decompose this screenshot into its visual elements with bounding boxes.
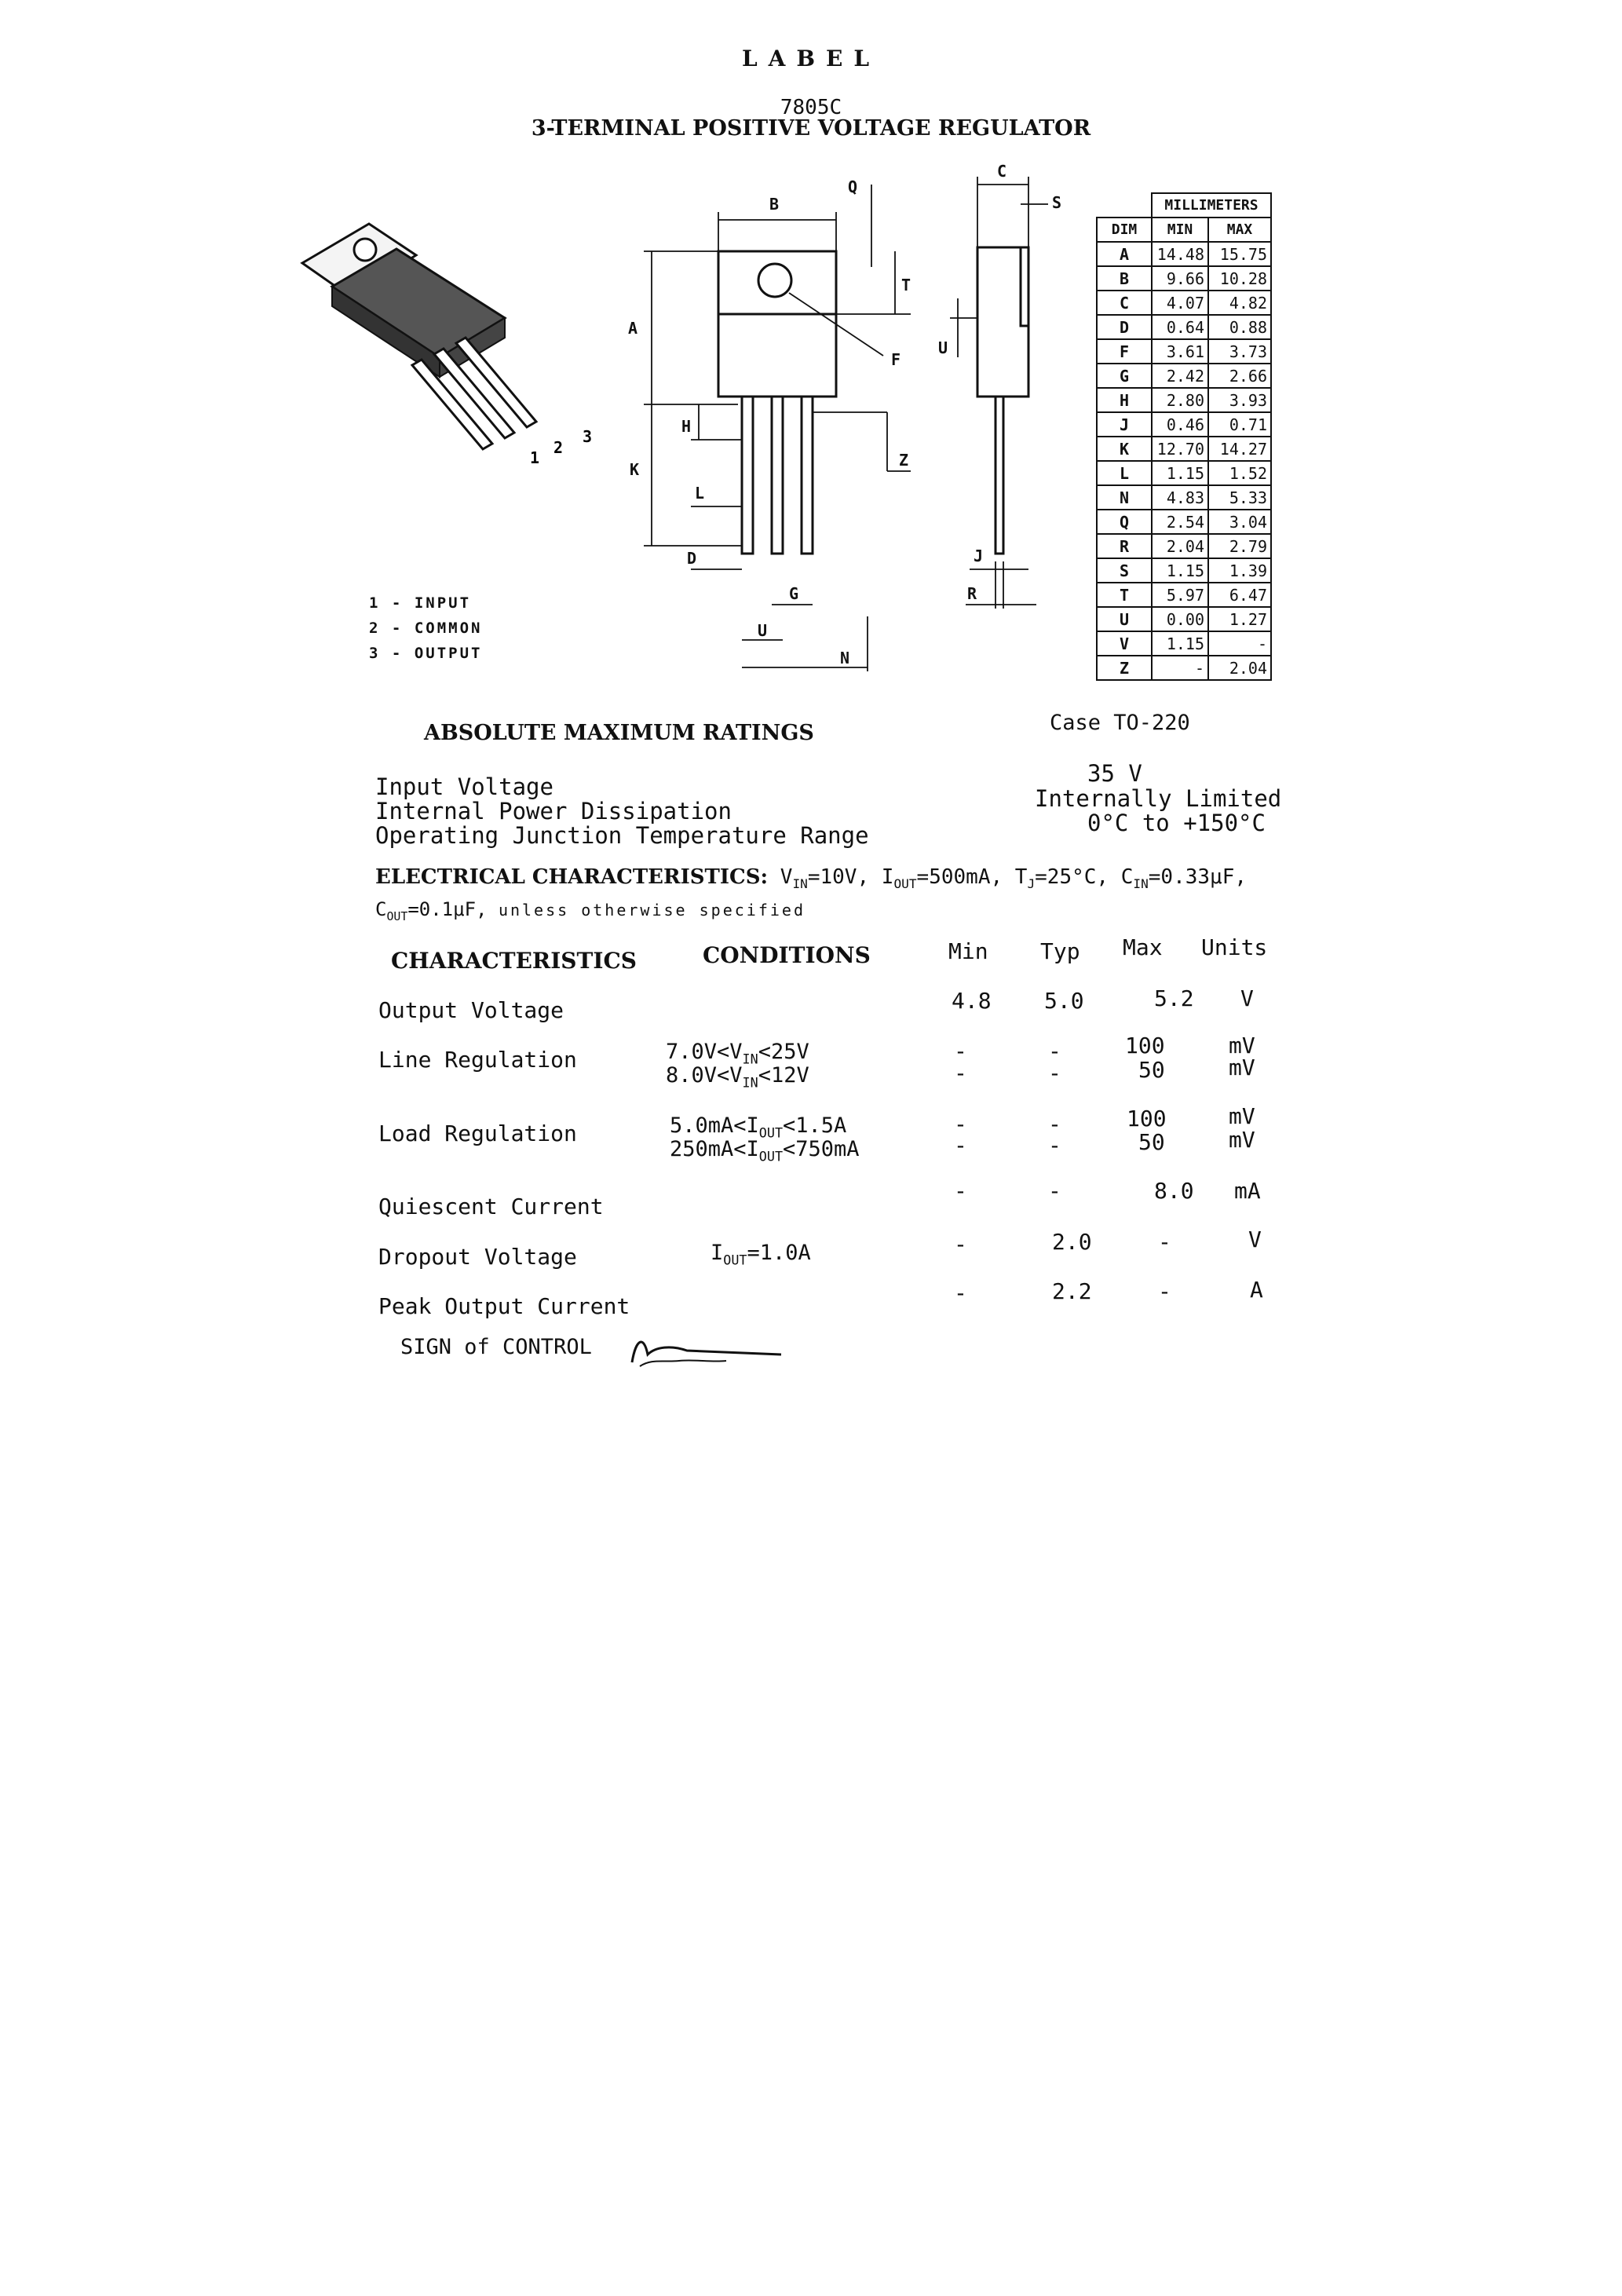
pin-num: 3 [369,645,381,662]
cond-cin-sub: IN [1133,876,1149,892]
max-cell: 2.04 [1208,656,1271,680]
dim-letter-a: A [628,319,638,338]
char-peak-output-current: Peak Output Current [378,1293,630,1319]
dim-letter-z: Z [899,451,909,470]
cond-vin-val: =10V, [807,865,870,889]
electrical-conditions-line1 [375,865,1247,891]
output-voltage-max: 5.2 [1154,985,1194,1011]
min-cell: 1.15 [1152,631,1208,656]
table-row [1097,291,1271,315]
rating-value-temp: 0°C to +150°C [1087,810,1266,836]
table-row [1097,534,1271,558]
load-reg-typ-1: - [1048,1111,1061,1137]
col-max: Max [1123,934,1163,960]
line-reg-max-2: 50 [1138,1057,1165,1083]
peak-min: - [954,1280,967,1306]
max-cell: 3.04 [1208,510,1271,534]
line-reg-unit-1: mV [1229,1033,1255,1058]
quiescent-max: 8.0 [1154,1178,1194,1204]
min-cell: 2.04 [1152,534,1208,558]
max-cell: 1.52 [1208,461,1271,485]
load-reg-min-2: - [954,1132,967,1158]
table-row [1097,485,1271,510]
table-row [1097,510,1271,534]
dim-cell: B [1097,266,1152,291]
load-reg-cond-2: $250mA<I_{OUT}<750mA$ [670,1137,860,1164]
max-cell: 6.47 [1208,583,1271,607]
abs-max-heading: ABSOLUTE MAXIMUM RATINGS [424,721,814,745]
dim-cell: R [1097,534,1152,558]
min-cell: 12.70 [1152,437,1208,461]
max-cell: 4.82 [1208,291,1271,315]
dropout-min: - [954,1231,967,1257]
min-cell: 9.66 [1152,266,1208,291]
table-row [1097,266,1271,291]
side-lead [995,397,1003,554]
max-cell: 10.28 [1208,266,1271,291]
dim-cell: H [1097,388,1152,412]
dim-letter-c: C [997,162,1007,181]
min-cell: 1.15 [1152,461,1208,485]
min-cell: 0.64 [1152,315,1208,339]
max-cell: 3.73 [1208,339,1271,364]
min-cell: 3.61 [1152,339,1208,364]
dim-cell: U [1097,607,1152,631]
max-cell: 2.66 [1208,364,1271,388]
rating-value-input-voltage: 35 V [1087,760,1142,787]
dim-letter-q: Q [848,177,858,196]
dim-letter-b: B [769,195,780,214]
dim-letter-r: R [967,584,977,603]
dim-letter-u: U [758,621,768,640]
control-signature [624,1331,789,1370]
dim-cell: S [1097,558,1152,583]
table-row [1097,412,1271,437]
pin-label-1: 1 [530,448,540,467]
pin-name: INPUT [414,594,472,612]
table-row [1097,583,1271,607]
pin-legend-1 [369,594,471,612]
dim-letter-j: J [974,547,984,565]
front-body [718,314,836,397]
max-cell: 5.33 [1208,485,1271,510]
dim-cell: Z [1097,656,1152,680]
load-reg-typ-2: - [1048,1132,1061,1158]
cond-cout-val: =0.1μF, [407,898,488,920]
dim-cell: T [1097,583,1152,607]
peak-max: - [1158,1278,1171,1304]
dim-letter-g: G [789,584,799,603]
pin-legend-3 [369,645,482,662]
table-corner [1097,193,1152,218]
table-row [1097,656,1271,680]
table-row [1097,315,1271,339]
line-reg-typ-1: - [1048,1038,1061,1064]
front-view-drawing [612,177,942,687]
dim-cell: N [1097,485,1152,510]
line-reg-min-2: - [954,1060,967,1086]
pin-sep: - [391,620,404,637]
rating-label-temp: Operating Junction Temperature Range [375,822,869,849]
sign-of-control-label: SIGN of CONTROL [400,1335,592,1359]
col-min-header: MIN [1152,218,1208,242]
min-cell: 2.54 [1152,510,1208,534]
cond-cout-sub: OUT [386,909,408,923]
package-3d-illustration [294,208,608,475]
pin-label-2: 2 [553,438,564,457]
dimensions-table [1096,192,1272,681]
part-number: 7805C [780,96,842,119]
table-row [1097,364,1271,388]
quiescent-unit: mA [1234,1178,1261,1204]
rating-label-input-voltage: Input Voltage [375,773,553,800]
output-voltage-typ: 5.0 [1044,988,1084,1014]
quiescent-min: - [954,1178,967,1204]
line-reg-max-1: 100 [1125,1033,1165,1058]
dim-letter-n: N [840,649,850,667]
col-typ: Typ [1040,938,1080,964]
min-cell: 0.00 [1152,607,1208,631]
char-dropout-voltage: Dropout Voltage [378,1244,577,1270]
max-cell: 1.27 [1208,607,1271,631]
cond-note: unless otherwise specified [498,901,806,919]
dim-cell: Q [1097,510,1152,534]
electrical-heading: ELECTRICAL CHARACTERISTICS: [375,865,769,889]
table-row [1097,242,1271,266]
max-cell: 1.39 [1208,558,1271,583]
min-cell: 4.83 [1152,485,1208,510]
load-reg-cond-1: $5.0mA<I_{OUT}<1.5A$ [670,1113,847,1141]
dim-cell: F [1097,339,1152,364]
max-cell: 14.27 [1208,437,1271,461]
max-cell: 2.79 [1208,534,1271,558]
max-cell: - [1208,631,1271,656]
char-line-regulation: Line Regulation [378,1047,577,1073]
dim-cell: K [1097,437,1152,461]
pin-sep: - [391,645,404,662]
doc-subtitle: 3-TERMINAL POSITIVE VOLTAGE REGULATOR [531,116,1091,141]
cond-iout-sub: OUT [893,876,917,892]
dropout-cond: $I_{OUT}=1.0A$ [711,1241,811,1268]
table-row [1097,607,1271,631]
cond-tj: T [1014,865,1028,889]
table-row [1097,437,1271,461]
table-row [1097,339,1271,364]
dim-letter-l: L [695,484,705,503]
side-tab [1021,247,1028,326]
front-tab [718,251,836,314]
table-row [1097,461,1271,485]
rating-label-power: Internal Power Dissipation [375,798,732,824]
min-cell: 2.80 [1152,388,1208,412]
cond-tj-sub: J [1027,876,1036,892]
electrical-conditions-line2 [375,898,806,923]
table-row [1097,388,1271,412]
pin-num: 2 [369,620,381,637]
front-lead-3 [802,397,813,554]
cond-cout: C [375,898,387,920]
cond-vin: V [780,865,793,889]
table-row [1097,558,1271,583]
pin-legend-2 [369,620,482,637]
quiescent-typ: - [1048,1178,1061,1204]
min-cell: 1.15 [1152,558,1208,583]
line-reg-typ-2: - [1048,1060,1061,1086]
load-reg-max-1: 100 [1127,1106,1167,1132]
load-reg-unit-1: mV [1229,1103,1255,1129]
min-cell: 4.07 [1152,291,1208,315]
dim-cell: C [1097,291,1152,315]
peak-unit: A [1250,1277,1263,1303]
load-reg-min-1: - [954,1111,967,1137]
max-cell: 0.71 [1208,412,1271,437]
pin-name: OUTPUT [414,645,483,662]
cond-tj-val: =25°C, [1035,865,1109,889]
cond-vin-sub: IN [792,876,808,892]
min-cell: 5.97 [1152,583,1208,607]
dim-letter-h: H [681,417,692,436]
line-reg-unit-2: mV [1229,1055,1255,1080]
mounting-hole [354,239,376,261]
dim-cell: G [1097,364,1152,388]
front-lead-2 [772,397,783,554]
col-units: Units [1201,934,1268,960]
min-cell: 14.48 [1152,242,1208,266]
side-view-drawing [934,161,1091,624]
cond-cin-val: =0.33μF, [1148,865,1248,889]
dim-letter-t: T [901,276,911,294]
col-max-header: MAX [1208,218,1271,242]
col-dim-header: DIM [1097,218,1152,242]
unit-header: MILLIMETERS [1152,193,1271,218]
max-cell: 3.93 [1208,388,1271,412]
output-voltage-min: 4.8 [952,988,992,1014]
line-reg-cond-2: $8.0V<V_{IN}<12V$ [666,1063,809,1091]
front-hole [758,264,791,297]
dim-letter-d: D [687,549,697,568]
char-load-regulation: Load Regulation [378,1121,577,1146]
pin-sep: - [391,594,404,612]
pin-name: COMMON [414,620,483,637]
case-label: Case TO-220 [1050,711,1190,735]
col-conditions: CONDITIONS [703,942,871,968]
line-reg-min-1: - [954,1038,967,1064]
front-lead-1 [742,397,753,554]
pin-label-3: 3 [583,427,593,446]
dim-letter-s: S [1052,193,1062,212]
min-cell: - [1152,656,1208,680]
load-reg-unit-2: mV [1229,1127,1255,1153]
dropout-max: - [1158,1229,1171,1255]
table-row [1097,631,1271,656]
col-characteristics: CHARACTERISTICS [391,948,637,974]
dim-letter-f: F [891,350,901,369]
dropout-typ: 2.0 [1052,1229,1092,1255]
dim-cell: V [1097,631,1152,656]
min-cell: 2.42 [1152,364,1208,388]
cond-iout: I [881,865,894,889]
dim-cell: J [1097,412,1152,437]
char-output-voltage: Output Voltage [378,997,564,1023]
rating-value-power: Internally Limited [1035,785,1282,812]
cond-iout-val: =500mA, [916,865,1003,889]
dim-letter-u-side: U [938,338,948,357]
min-cell: 0.46 [1152,412,1208,437]
dim-letter-k: K [630,460,640,479]
max-cell: 15.75 [1208,242,1271,266]
dim-cell: D [1097,315,1152,339]
pin-num: 1 [369,594,381,612]
col-min: Min [948,938,988,964]
output-voltage-unit: V [1240,985,1254,1011]
dropout-unit: V [1248,1227,1262,1252]
max-cell: 0.88 [1208,315,1271,339]
char-quiescent-current: Quiescent Current [378,1194,604,1219]
peak-typ: 2.2 [1052,1278,1092,1304]
dimension-rows [1097,242,1271,680]
dim-cell: L [1097,461,1152,485]
dim-cell: A [1097,242,1152,266]
line-reg-cond-1: $7.0V<V_{IN}<25V$ [666,1040,809,1067]
cond-cin: C [1120,865,1134,889]
doc-title: LABEL [741,46,881,71]
load-reg-max-2: 50 [1138,1129,1165,1155]
